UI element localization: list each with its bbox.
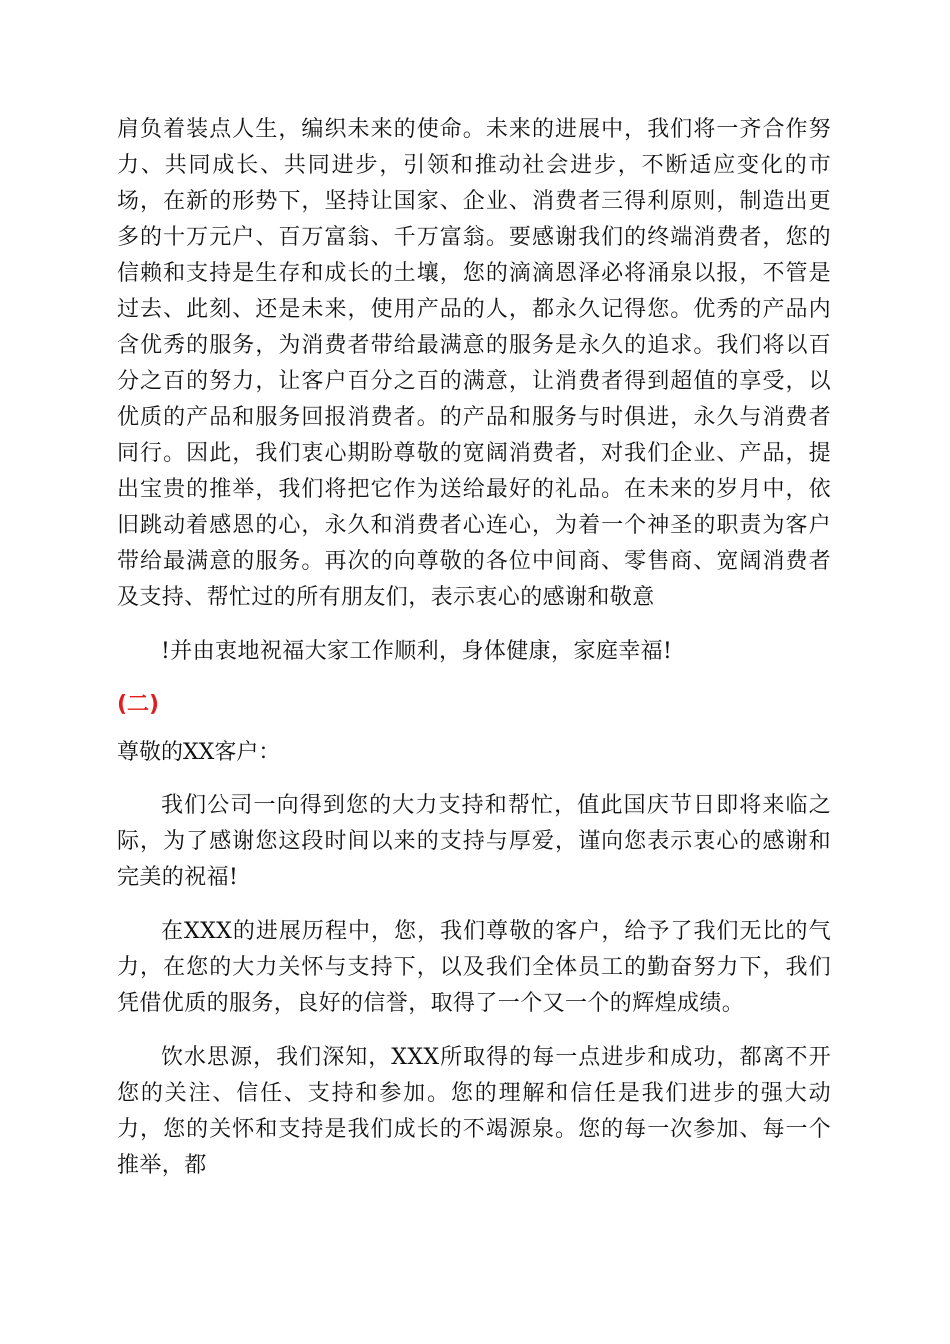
paragraph-gratitude-consumers: 肩负着装点人生，编织未来的使命。未来的进展中，我们将一齐合作努力、共同成长、共同进步，引领和推动社会进步，不断适应变化的市场，在新的形势下，坚持让国家、企业、消费者三得利原则，制造出更多的十万元户、百万富翁、千万富翁。要感谢我们的终端消费者，您的信赖和支持是生存和成长的土壤，您的滴滴恩泽必将涌泉以报，不管是过去、此刻、还是未来，使用产品的人，都永久记得您。优秀的产品内含优秀的服务，为消费者带给最满意的服务是永久的追求。我们将以百分之百的努力，让客户百分之百的满意，让消费者得到超值的享受，以优质的产品和服务回报消费者。的产品和服务与时俱进，永久与消费者同行。因此，我们衷心期盼尊敬的宽阔消费者，对我们企业、产品，提出宝贵的推举，我们将把它作为送给最好的礼品。在未来的岁月中，依旧跳动着感恩的心，永久和消费者心连心，为着一个神圣的职责为客户带给最满意的服务。再次的向尊敬的各位中间商、零售商、宽阔消费者及支持、帮忙过的所有朋友们，表示衷心的感谢和敬意: [117, 117, 831, 610]
section-heading: (二): [117, 692, 160, 717]
document-body: [117, 112, 831, 1202]
salutation: 尊敬的XX客户：: [117, 740, 281, 765]
paragraph-gratitude-support: 饮水思源，我们深知，XXX所取得的每一点进步和成功，都离不开您的关注、信任、支持和参加。您的理解和信任是我们进步的强大动力，您的关怀和支持是我们成长的不竭源泉。您的每一次参加、每一个推举，都: [117, 1045, 831, 1178]
paragraph-development-history: 在XXX的进展历程中，您，我们尊敬的客户，给予了我们无比的气力，在您的大力关怀与支持下，以及我们全体员工的勤奋努力下，我们凭借优质的服务，良好的信誉，取得了一个又一个的辉煌成绩。: [117, 919, 831, 1016]
paragraph-national-day-thanks: 我们公司一向得到您的大力支持和帮忙，值此国庆节日即将来临之际，为了感谢您这段时间以来的支持与厚爱，谨向您表示衷心的感谢和完美的祝福!: [117, 793, 831, 890]
paragraph-wishes: !并由衷地祝福大家工作顺利，身体健康，家庭幸福!: [161, 639, 673, 664]
